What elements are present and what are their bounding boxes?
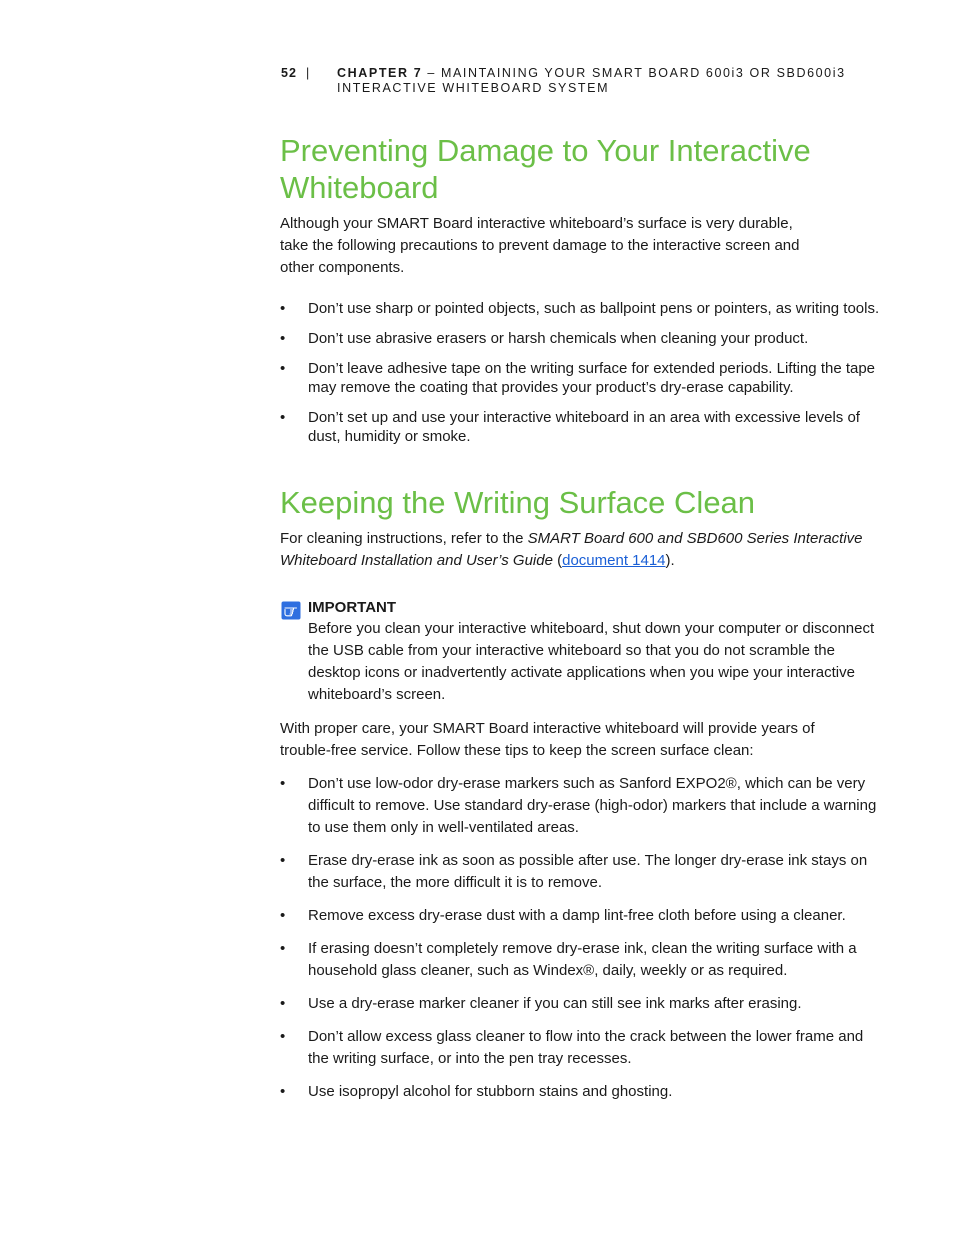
precautions-list	[280, 299, 880, 446]
important-note	[280, 598, 880, 706]
section-heading-keeping-clean: Keeping the Writing Surface Clean	[280, 485, 756, 520]
bullet: •	[280, 300, 286, 317]
important-label: IMPORTANT	[308, 599, 397, 616]
care-intro: With proper care, your SMART Board interactive whiteboard will provide years of trouble-free service. Follow these tips to keep the screen surface clean:	[280, 720, 815, 759]
bullet: •	[280, 330, 286, 347]
chapter-title-line-1: – MAINTAINING YOUR SMART BOARD 600i3 OR SBD600i3	[422, 66, 846, 80]
bullet: •	[280, 907, 286, 924]
bullet: •	[280, 775, 286, 792]
list-item-text: Don’t set up and use your interactive whiteboard in an area with excessive levels of dust, humidity or smoke.	[308, 409, 860, 445]
list-item-text: Remove excess dry-erase dust with a damp lint-free cloth before using a cleaner.	[308, 907, 846, 924]
list-item	[280, 329, 880, 348]
intro-mid: (	[552, 552, 563, 569]
list-item	[280, 905, 880, 927]
page-header	[281, 66, 846, 96]
page-number: 52	[281, 66, 297, 80]
list-item	[280, 1081, 880, 1103]
important-text: Before you clean your interactive whiteboard, shut down your computer or disconnect the USB cable from your interactive whiteboard so that you do not scramble the desktop icons or inadvertently activate applications when you wipe your interactive whiteboard’s screen.	[308, 620, 875, 703]
list-item	[280, 850, 880, 894]
list-item	[280, 938, 880, 982]
list-item	[280, 408, 880, 446]
bullet: •	[280, 940, 286, 957]
document-1414-link[interactable]: document 1414	[562, 552, 666, 569]
page-content	[280, 132, 880, 1114]
list-item-text: Don’t allow excess glass cleaner to flow into the crack between the lower frame and the writing surface, or into the pen tray recesses.	[308, 1028, 864, 1067]
chapter-label: CHAPTER 7	[337, 66, 423, 80]
list-item-text: Use isopropyl alcohol for stubborn stains and ghosting.	[308, 1083, 673, 1100]
guide-title: SMART Board 600 and SBD600 Series Interactive Whiteboard Installation and User’s Guide	[280, 530, 863, 569]
intro-prefix: For cleaning instructions, refer to the	[280, 530, 528, 547]
header-line-1	[281, 66, 846, 81]
cleaning-tips-list	[280, 773, 880, 1103]
list-item-text: Erase dry-erase ink as soon as possible after use. The longer dry-erase ink stays on the surface, the more difficult it is to remove.	[308, 852, 868, 891]
section2-intro	[280, 528, 880, 572]
bullet: •	[280, 1028, 286, 1045]
bullet: •	[280, 409, 286, 426]
bullet: •	[280, 1083, 286, 1100]
list-item	[280, 773, 880, 839]
intro-suffix: ).	[665, 552, 675, 569]
list-item-text: Don’t use abrasive erasers or harsh chemicals when cleaning your product.	[308, 330, 809, 347]
list-item-text: Don’t leave adhesive tape on the writing surface for extended periods. Lifting the tape may remove the coating that provides your product’s dry-erase capability.	[308, 360, 876, 396]
bullet: •	[280, 852, 286, 869]
chapter-title-line-2: INTERACTIVE WHITEBOARD SYSTEM	[337, 81, 610, 95]
list-item	[280, 299, 880, 318]
list-item-text: Don’t use low-odor dry-erase markers such as Sanford EXPO2®, which can be very difficult to remove. Use standard dry-erase (high-odor) markers that include a warning to use them only in well-ventilated areas.	[308, 775, 877, 836]
bullet: •	[280, 995, 286, 1012]
list-item	[280, 359, 880, 397]
list-item-text: If erasing doesn’t completely remove dry-erase ink, clean the writing surface with a household glass cleaner, such as Windex®, daily, weekly or as required.	[308, 940, 857, 979]
list-item-text: Use a dry-erase marker cleaner if you can still see ink marks after erasing.	[308, 995, 802, 1012]
section1-intro: Although your SMART Board interactive whiteboard’s surface is very durable, take the following precautions to prevent damage to the interactive screen and other components.	[280, 215, 800, 276]
list-item	[280, 993, 880, 1015]
pointing-hand-icon	[281, 601, 301, 620]
bullet: •	[280, 360, 286, 377]
list-item-text: Don’t use sharp or pointed objects, such as ballpoint pens or pointers, as writing tools.	[308, 300, 880, 317]
header-separator: |	[306, 66, 311, 80]
section-heading-preventing-damage: Preventing Damage to Your Interactive Whiteboard	[280, 133, 811, 205]
list-item	[280, 1026, 880, 1070]
